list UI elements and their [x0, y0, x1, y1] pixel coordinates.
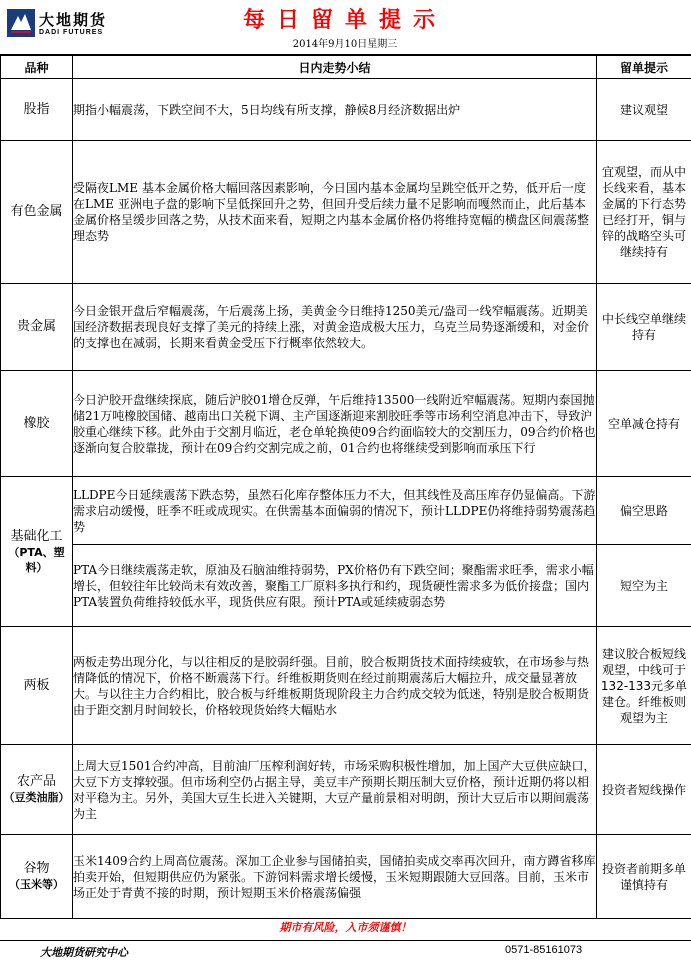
row-advice: 建议胶合板短线观望，中线可于132-133元多单建仓。纤维板则观望为主	[597, 627, 691, 745]
row-advice: 建议观望	[597, 79, 691, 141]
row-advice: 偏空思路	[597, 477, 691, 545]
logo-text-en: DADI FUTURES	[39, 29, 104, 36]
table-row	[1, 545, 691, 627]
category-label: 贵金属	[16, 319, 56, 334]
row-summary: 玉米1409合约上周高位震荡。深加工企业参与国储拍卖，国储拍卖成交率再次回升，南方蹲省移库拍卖开始，但短期供应仍为紧张。下游饲料需求增长缓慢，玉米短期跟随大豆回落。目前，玉米市场正处于青黄不接的时期，预计短期玉米价格震荡偏强	[73, 835, 597, 919]
row-summary: 今日金银开盘后窄幅震荡，午后震荡上扬，美黄金今日维持1250美元/盎司一线窄幅震荡。近期美国经济数据表现良好支撑了美元的持续上涨，对黄金造成极大压力，乌克兰局势逐渐缓和，对金价的支撑也在减弱，长期来看黄金受压下行概率依然较大。	[73, 284, 597, 371]
table-row	[1, 284, 691, 371]
row-advice: 投资者短线操作	[597, 745, 691, 835]
table-row	[1, 79, 691, 141]
table-row	[1, 745, 691, 835]
row-category	[1, 477, 73, 627]
row-summary: LLDPE今日延续震荡下跌态势，虽然石化库存整体压力不大，但其线性及高压库存仍显偏高。下游需求启动缓慢，旺季不旺或成现实。在供需基本面偏弱的情况下，预计LLDPE仍将维持弱势震荡趋势	[73, 477, 597, 545]
row-category	[1, 835, 73, 919]
category-sublabel: （豆类油脂）	[3, 791, 70, 804]
contact-phone: 0571-85161073	[505, 944, 583, 956]
row-advice: 投资者前期多单谨慎持有	[597, 835, 691, 919]
row-summary: 今日沪胶开盘继续探底，随后沪胶01增仓反弹，午后维持13500一线附近窄幅震荡。短期内泰国抛储21万吨橡胶国储、越南出口关税下调、主产国逐渐迎来割胶旺季等市场利空消息冲击下，导致沪胶重心继续下移。此外由于交割月临近，老仓单轮换使09合约面临较大的交割压力，09合约价格也逐渐向复合胶靠拢，预计在09合约交割完成之前，01合约也将继续受到影响而承压下行	[73, 371, 597, 477]
category-label: 股指	[23, 101, 50, 117]
row-advice: 宜观望，而从中长线来看，基本金属的下行态势已经打开，铜与锌的战略空头可继续持有	[597, 141, 691, 284]
category-sublabel: （玉米等）	[9, 878, 64, 891]
table-row	[1, 477, 691, 545]
report-date: 2014年9月10日星期三	[292, 39, 398, 50]
row-summary: 两板走势出现分化，与以往相反的是胶弱纤强。目前，胶合板期货技术面持续疲软，在市场参与热情降低的情况下，价格不断震荡下行。纤维板期货则在经过前期震荡后大幅拉升，成交量显著放大。与以往主力合约相比，胶合板与纤维板期货现阶段主力合约成交较为低迷，特别是胶合板期货由于距交割月时间较长，价格较现货始终大幅贴水	[73, 627, 597, 745]
category-sublabel: （PTA、塑料）	[8, 545, 65, 574]
row-summary: 受隔夜LME 基本金属价格大幅回落因素影响，今日国内基本金属均呈跳空低开之势，低开后一度在LME 亚洲电子盘的影响下呈低探回升之势，但回升受后续力量不足影响而嘎然而止，此后基本金属价格呈缓步回落之势，从技术面来看，短期之内基本金属价格仍将维持宽幅的横盘区间震荡整理态势	[73, 141, 597, 284]
table-header-row	[1, 56, 691, 79]
row-summary: 上周大豆1501合约冲高，目前油厂压榨利润好转，市场采购积极性增加，加上国产大豆供应缺口，大豆下方支撑较强。但市场利空仍占据主导，美豆丰产预期长期压制大豆价格，预计近期仍将以相对平稳为主。另外，美国大豆生长进入关键期，大豆产量前景相对明朗，预计大豆后市以期间震荡为主	[73, 745, 597, 835]
row-category	[1, 371, 73, 477]
report-footer	[0, 940, 691, 961]
report-header	[0, 0, 691, 55]
research-center-name: 大地期货研究中心	[40, 946, 128, 959]
dadi-logo-icon	[6, 8, 36, 38]
row-advice: 短空为主	[597, 545, 691, 627]
table-row	[1, 141, 691, 284]
table-row	[1, 371, 691, 477]
category-label: 有色金属	[10, 204, 63, 219]
row-summary: PTA今日继续震荡走软，原油及石脑油维持弱势，PX价格仍有下跌空间；聚酯需求旺季，需求小幅增长，但较往年比较尚未有效改善，聚酯工厂原料多执行和约，现货硬性需求多为低价接盘；国内PTA装置负荷维持较低水平，现货供应有限。预计PTA或延续疲弱态势	[73, 545, 597, 627]
row-category	[1, 627, 73, 745]
row-category	[1, 284, 73, 371]
row-category	[1, 79, 73, 141]
column-header-summary: 日内走势小结	[73, 56, 597, 79]
company-logo	[6, 8, 126, 44]
row-category	[1, 141, 73, 284]
category-label: 谷物	[23, 861, 50, 876]
report-table	[0, 55, 691, 919]
category-label: 基础化工	[10, 528, 63, 544]
row-advice: 空单减仓持有	[597, 371, 691, 477]
page-title: 每日留单提示	[242, 8, 447, 33]
category-label: 两板	[23, 677, 50, 693]
row-advice: 中长线空单继续持有	[597, 284, 691, 371]
column-header-category: 品种	[1, 56, 73, 79]
risk-warning: 期市有风险，入市须谨慎！	[279, 921, 412, 934]
row-category	[1, 745, 73, 835]
category-label: 橡胶	[23, 415, 50, 431]
table-row	[1, 627, 691, 745]
table-row	[1, 835, 691, 919]
row-summary: 期指小幅震荡，下跌空间不大，5日均线有所支撑，静候8月经济数据出炉	[73, 79, 597, 141]
category-label: 农产品	[16, 774, 56, 789]
logo-text-cn: 大地期货	[39, 11, 108, 29]
column-header-advice: 留单提示	[597, 56, 691, 79]
